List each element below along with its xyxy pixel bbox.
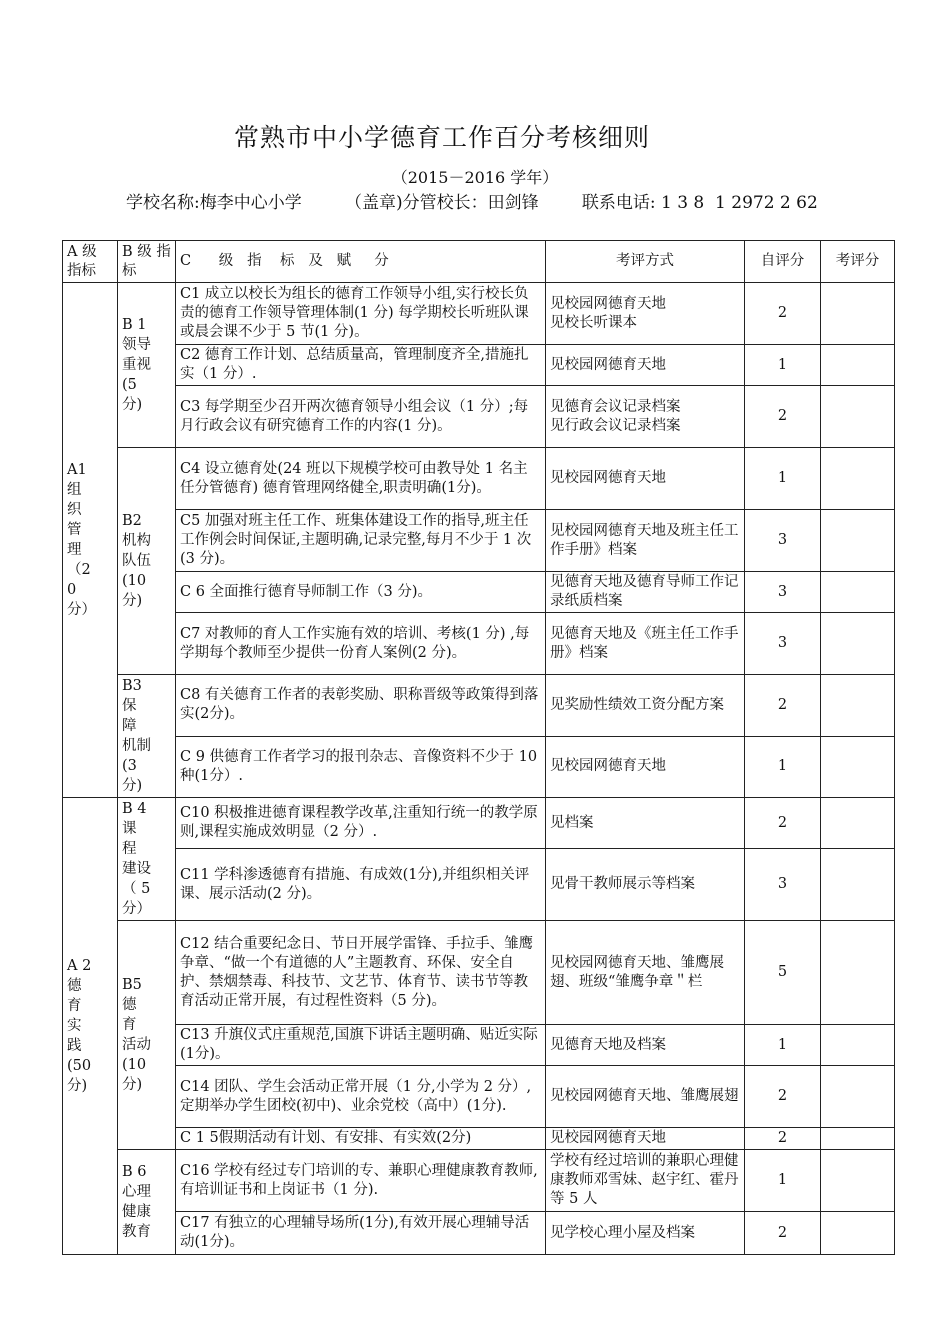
header-b-level: B 级 指标 [118, 241, 176, 283]
c-level-indicator: C14 团队、学生会活动正常开展（1 分,小学为 2 分）,定期举办学生团校(初中)、业余党校（高中）(1分). [176, 1066, 546, 1128]
assessment-method: 见奖励性绩效工资分配方案 [546, 675, 745, 737]
b-level-label: B3 保 障 机制 (3分) [122, 678, 151, 794]
c-level-indicator: C1 成立以校长为组长的德育工作领导小组,实行校长负责的德育工作领导管理体制(1 分) 每学期校长听班队课或晨会课不少于 5 节(1 分)。 [176, 283, 546, 345]
header-a-level: A 级 指标 [63, 241, 118, 283]
self-score: 1 [745, 736, 821, 798]
self-score: 2 [745, 1212, 821, 1255]
c-level-indicator: C3 每学期至少召开两次德育领导小组会议（1 分）;每月行政会议有研究德育工作的内容(1 分)。 [176, 386, 546, 448]
exam-score [821, 1128, 895, 1150]
table-row [63, 1150, 895, 1212]
assessment-method: 见校园网德育天地、雏鹰展翅 [546, 1066, 745, 1128]
exam-score [821, 345, 895, 386]
table-row [63, 1212, 895, 1255]
assessment-method: 见档案 [546, 798, 745, 849]
self-score: 1 [745, 345, 821, 386]
table-row [63, 386, 895, 448]
b-level-cell [118, 675, 176, 798]
self-score: 3 [745, 572, 821, 613]
exam-score [821, 448, 895, 510]
exam-score [821, 510, 895, 572]
table-row [63, 1066, 895, 1128]
exam-score [821, 572, 895, 613]
self-score: 2 [745, 675, 821, 737]
table-row [63, 345, 895, 386]
header-c-level: C 级 指 标 及 赋 分 [176, 241, 546, 283]
b-level-cell [118, 921, 176, 1150]
school-info-line [126, 191, 831, 216]
table-row [63, 736, 895, 798]
assessment-method: 见校园网德育天地 [546, 736, 745, 798]
c-level-indicator: C2 德育工作计划、总结质量高，管理制度齐全,措施扎实（1 分）. [176, 345, 546, 386]
assessment-method: 见校园网德育天地及班主任工作手册》档案 [546, 510, 745, 572]
self-score: 3 [745, 510, 821, 572]
table-row [63, 510, 895, 572]
a-level-label: A1 组 织 管 理 （2 0 分） [67, 462, 96, 618]
table-row [63, 675, 895, 737]
self-score: 3 [745, 849, 821, 921]
b-level-label: B2 机构 队伍 (10 分) [122, 513, 151, 609]
school-year: （2015－2016 学年） [391, 168, 559, 187]
a-level-label: A 2 德 育 实 践 (50 分) [67, 958, 92, 1094]
document-title: 常熟市中小学德育工作百分考核细则 [233, 123, 650, 152]
table-row [63, 798, 895, 849]
exam-score [821, 1212, 895, 1255]
school-name: 学校名称:梅李中心小学 [126, 193, 302, 213]
c-level-indicator: C12 结合重要纪念日、节日开展学雷锋、手拉手、雏鹰争章、“做一个有道德的人”主题教育、环保、安全自护、禁烟禁毒、科技节、文艺节、体育节、读书节等教育活动正常开展，有过程性资料（5 分)。 [176, 921, 546, 1025]
assessment-method: 见校园网德育天地 见校长听课本 [546, 283, 745, 345]
c-level-indicator: C 6 全面推行德育导师制工作（3 分)。 [176, 572, 546, 613]
header-method: 考评方式 [546, 241, 745, 283]
self-score: 5 [745, 921, 821, 1025]
c-level-indicator: C17 有独立的心理辅导场所(1分),有效开展心理辅导活动(1分)。 [176, 1212, 546, 1255]
assessment-method: 见骨干教师展示等档案 [546, 849, 745, 921]
exam-score [821, 613, 895, 675]
self-score: 3 [745, 613, 821, 675]
assessment-method: 见校园网德育天地 [546, 448, 745, 510]
b-level-cell [118, 283, 176, 448]
self-score: 1 [745, 1150, 821, 1212]
exam-score [821, 798, 895, 849]
table-row [63, 613, 895, 675]
assessment-method: 见德育天地及档案 [546, 1025, 745, 1066]
c-level-indicator: C16 学校有经过专门培训的专、兼职心理健康教育教师,有培训证书和上岗证书（1 分). [176, 1150, 546, 1212]
exam-score [821, 283, 895, 345]
contact-phone: 联系电话: 1 3 8 1 2972 2 62 [581, 193, 818, 213]
table-row [63, 1128, 895, 1150]
exam-score [821, 1025, 895, 1066]
exam-score [821, 386, 895, 448]
table-row [63, 921, 895, 1025]
self-score: 2 [745, 386, 821, 448]
c-level-indicator: C5 加强对班主任工作、班集体建设工作的指导,班主任工作例会时间保证,主题明确,记录完整,每月不少于 1 次(3 分)。 [176, 510, 546, 572]
c-level-indicator: C 9 供德育工作者学习的报刊杂志、音像资料不少于 10 种(1分）. [176, 736, 546, 798]
assessment-method: 见校园网德育天地 [546, 345, 745, 386]
b-level-label: B 1 领导 重视 (5分) [122, 317, 151, 413]
exam-score [821, 849, 895, 921]
b-level-label: B 4 课 程 建设 （ 5 分） [122, 801, 151, 917]
c-level-indicator: C 1 5假期活动有计划、有安排、有实效(2分) [176, 1128, 546, 1150]
exam-score [821, 736, 895, 798]
b-level-cell [118, 1150, 176, 1255]
self-score: 1 [745, 448, 821, 510]
b-level-cell [118, 448, 176, 675]
exam-score [821, 921, 895, 1025]
table-row [63, 283, 895, 345]
b-level-cell [118, 798, 176, 921]
stamp-note: （盖章) [344, 193, 403, 213]
table-row [63, 1025, 895, 1066]
assessment-method: 见校园网德育天地 [546, 1128, 745, 1150]
principal: 分管校长：田剑锋 [402, 193, 539, 213]
a-level-cell [63, 798, 118, 1255]
assessment-method: 见德育天地及德育导师工作记录纸质档案 [546, 572, 745, 613]
c-level-indicator: C4 设立德育处(24 班以下规模学校可由教导处 1 名主任分管德育) 德育管理网络健全,职责明确(1分)。 [176, 448, 546, 510]
exam-score [821, 675, 895, 737]
self-score: 2 [745, 283, 821, 345]
self-score: 2 [745, 1066, 821, 1128]
b-level-label: B5 德 育 活动 (10 分) [122, 977, 151, 1093]
c-level-indicator: C10 积极推进德育课程教学改革,注重知行统一的教学原则,课程实施成效明显（2 分）. [176, 798, 546, 849]
self-score: 2 [745, 798, 821, 849]
table-row [63, 849, 895, 921]
self-score: 1 [745, 1025, 821, 1066]
header-row [63, 241, 895, 283]
assessment-method: 见德育会议记录档案 见行政会议记录档案 [546, 386, 745, 448]
self-score: 2 [745, 1128, 821, 1150]
header-self-score: 自评分 [745, 241, 821, 283]
assessment-method: 见学校心理小屋及档案 [546, 1212, 745, 1255]
assessment-method: 见校园网德育天地、雏鹰展翅、班级“雏鹰争章＂栏 [546, 921, 745, 1025]
c-level-indicator: C11 学科渗透德育有措施、有成效(1分),并组织相关评课、展示活动(2 分)。 [176, 849, 546, 921]
assessment-method: 学校有经过培训的兼职心理健康教师邓雪妹、赵宇红、霍丹等 5 人 [546, 1150, 745, 1212]
c-level-indicator: C13 升旗仪式庄重规范,国旗下讲话主题明确、贴近实际(1分)。 [176, 1025, 546, 1066]
c-level-indicator: C8 有关德育工作者的表彰奖励、职称晋级等政策得到落实(2分)。 [176, 675, 546, 737]
a-level-cell [63, 283, 118, 798]
table-row [63, 572, 895, 613]
assessment-table [62, 240, 895, 1255]
header-exam-score: 考评分 [821, 241, 895, 283]
assessment-method: 见德育天地及《班主任工作手册》档案 [546, 613, 745, 675]
table-row [63, 448, 895, 510]
b-level-label: B 6 心理 健康 教育 [122, 1164, 151, 1240]
c-level-indicator: C7 对教师的育人工作实施有效的培训、考核(1 分) ,每学期每个教师至少提供一份育人案例(2 分)。 [176, 613, 546, 675]
exam-score [821, 1066, 895, 1128]
exam-score [821, 1150, 895, 1212]
